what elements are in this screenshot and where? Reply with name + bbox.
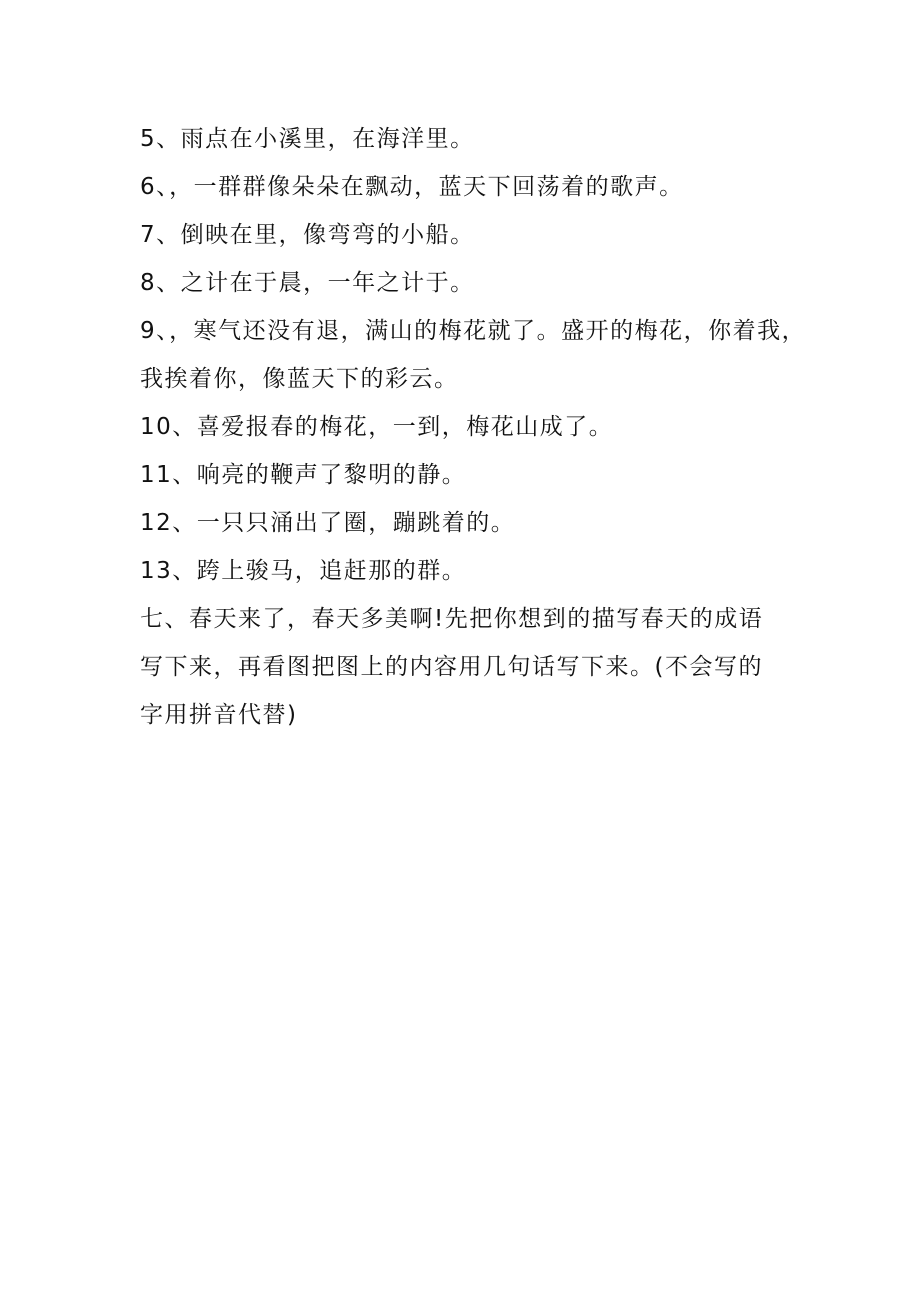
text-line-item-7: 7、倒映在里，像弯弯的小船。 [140, 222, 475, 248]
text-line-item-8: 8、之计在于晨，一年之计于。 [140, 270, 475, 296]
text-line-item-13: 13、跨上骏马，追赶那的群。 [140, 558, 467, 584]
text-line-item-6: 6、，一群群像朵朵在飘动，蓝天下回荡着的歌声。 [140, 174, 684, 200]
text-line-item-9: 9、，寒气还没有退，满山的梅花就了。盛开的梅花，你着我， [140, 318, 807, 344]
document-body [140, 115, 807, 739]
section-seven-text-3: 字用拼音代替) [140, 702, 298, 728]
text-line-item-12: 12、一只只涌出了圈，蹦跳着的。 [140, 510, 516, 536]
text-line-item-10: 10、喜爱报春的梅花，一到，梅花山成了。 [140, 414, 614, 440]
text-line-item-11: 11、响亮的鞭声了黎明的静。 [140, 462, 467, 488]
section-seven-text-2: 写下来，再看图把图上的内容用几句话写下来。(不会写的 [140, 654, 763, 680]
text-line-item-5: 5、雨点在小溪里，在海洋里。 [140, 126, 475, 152]
section-seven-heading: 七、春天来了，春天多美啊!先把你想到的描写春天的成语 [140, 606, 764, 632]
text-line-item-9-continued: 我挨着你，像蓝天下的彩云。 [140, 366, 459, 392]
